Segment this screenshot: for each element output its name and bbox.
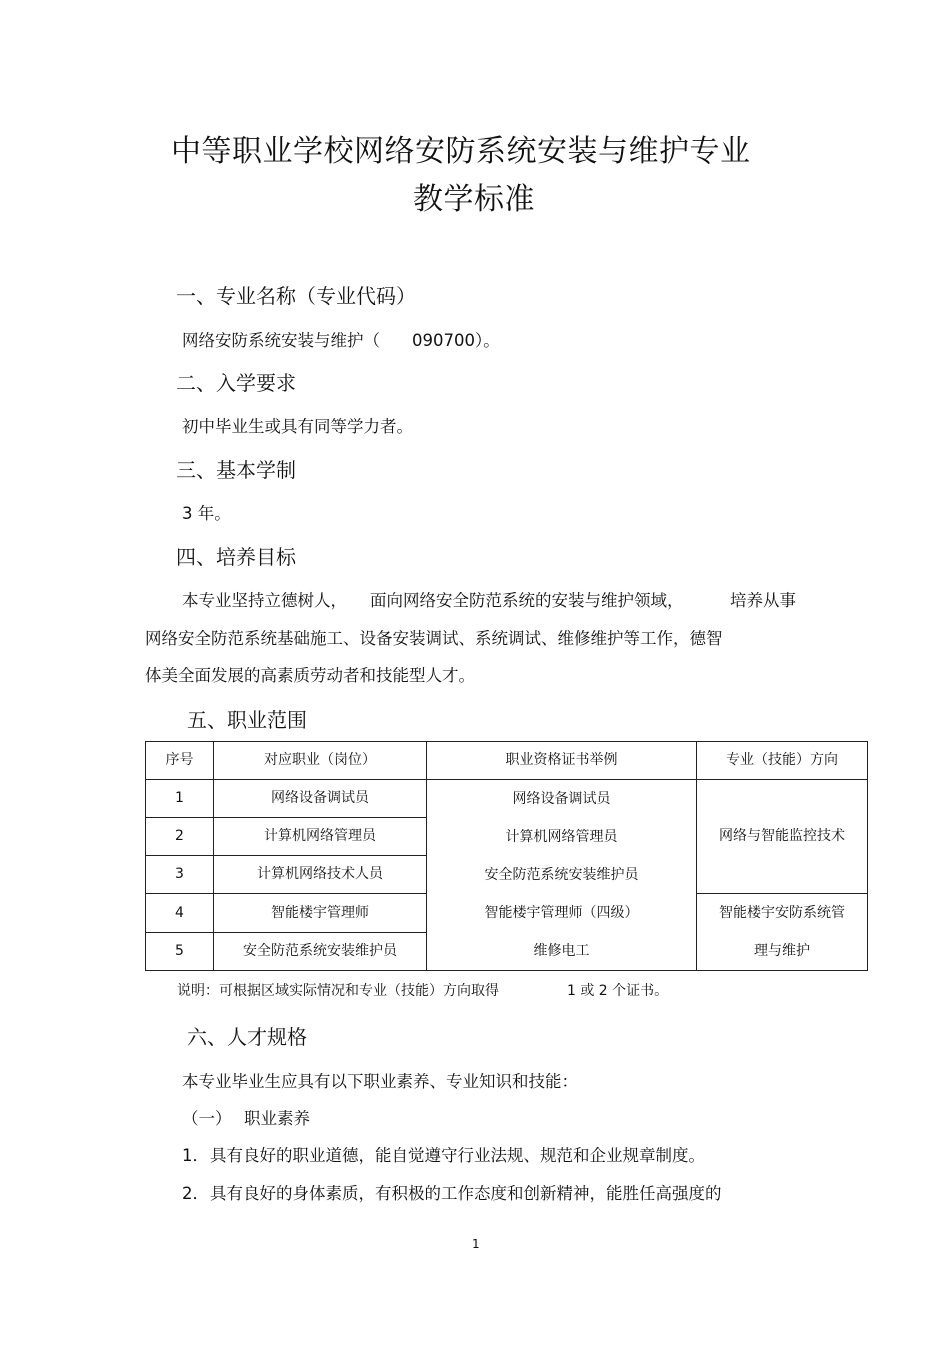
subsection-title: 职业素养 — [244, 1109, 310, 1128]
certificate-item: 网络设备调试员 — [512, 791, 611, 807]
objective-line1b: 面向网络安全防范系统的安装与维护领域， — [370, 591, 684, 610]
table-header-cell: 职业资格证书举例 — [427, 742, 697, 780]
job-cell: 网络设备调试员 — [214, 780, 427, 818]
admission-text: 初中毕业生或具有同等学力者。 — [182, 417, 413, 436]
job-cell: 计算机网络技术人员 — [214, 856, 427, 894]
objective-line2: 网络安全防范系统基础施工、设备安装调试、系统调试、维修维护等工作，德智 — [145, 629, 723, 648]
objective-line1a: 本专业坚持立德树人， — [182, 591, 347, 610]
row-number-cell: 5 — [146, 933, 214, 971]
page-number: 1 — [472, 1237, 480, 1251]
direction-cell-2 — [697, 894, 868, 971]
objective-line3: 体美全面发展的高素质劳动者和技能型人才。 — [145, 666, 475, 685]
list-item-number: 2． — [182, 1184, 209, 1203]
objective-line1c: 培养从事 — [730, 591, 796, 610]
document-title-line2: 教学标准 — [413, 182, 535, 217]
list-item-text: 具有良好的职业道德，能自觉遵守行业法规、规范和企业规章制度。 — [210, 1146, 705, 1165]
table-header-cell: 对应职业（岗位） — [214, 742, 427, 780]
certificate-item: 计算机网络管理员 — [505, 829, 618, 845]
job-cell: 智能楼宇管理师 — [214, 894, 427, 933]
duration-text: 3 年。 — [182, 504, 231, 523]
certificate-item: 维修电工 — [533, 943, 590, 959]
document-title-line1: 中等职业学校网络安防系统安装与维护专业 — [171, 134, 751, 169]
section-heading-2: 二、入学要求 — [176, 371, 296, 395]
list-item-text: 具有良好的身体素质，有积极的工作态度和创新精神，能胜任高强度的 — [210, 1184, 722, 1203]
job-cell: 安全防范系统安装维护员 — [214, 933, 427, 971]
table-note-a: 说明：可根据区域实际情况和专业（技能）方向取得 — [177, 983, 499, 999]
section-heading-1: 一、专业名称（专业代码） — [176, 284, 416, 308]
section-heading-3: 三、基本学制 — [176, 458, 296, 482]
certificate-item: 智能楼宇管理师（四级） — [484, 905, 639, 921]
direction-cell-1: 网络与智能监控技术 — [697, 780, 868, 894]
section-heading-6: 六、人才规格 — [187, 1025, 307, 1049]
major-name-text: 网络安防系统安装与维护（ — [182, 331, 380, 350]
subsection-number: （一） — [182, 1109, 232, 1128]
job-cell: 计算机网络管理员 — [214, 818, 427, 856]
direction-2-line1: 智能楼宇安防系统管 — [719, 905, 845, 921]
table-note-b: 1 或 2 个证书。 — [567, 983, 669, 999]
row-number-cell: 2 — [146, 818, 214, 856]
row-number-cell: 1 — [146, 780, 214, 818]
row-number-cell: 3 — [146, 856, 214, 894]
row-number-cell: 4 — [146, 894, 214, 933]
table-header-cell: 序号 — [146, 742, 214, 780]
certificate-item: 安全防范系统安装维护员 — [484, 867, 639, 883]
table-header-cell: 专业（技能）方向 — [697, 742, 868, 780]
certificates-cell — [427, 780, 697, 971]
table-header-row — [146, 742, 868, 780]
section-heading-5: 五、职业范围 — [187, 708, 307, 732]
occupation-table — [145, 741, 868, 971]
talent-spec-intro: 本专业毕业生应具有以下职业素养、专业知识和技能： — [182, 1072, 578, 1091]
list-item-number: 1． — [182, 1146, 209, 1165]
major-code-text: 090700）。 — [412, 331, 500, 350]
direction-2-line2: 理与维护 — [754, 943, 810, 959]
table-row — [146, 780, 868, 818]
section-heading-4: 四、培养目标 — [176, 545, 296, 569]
